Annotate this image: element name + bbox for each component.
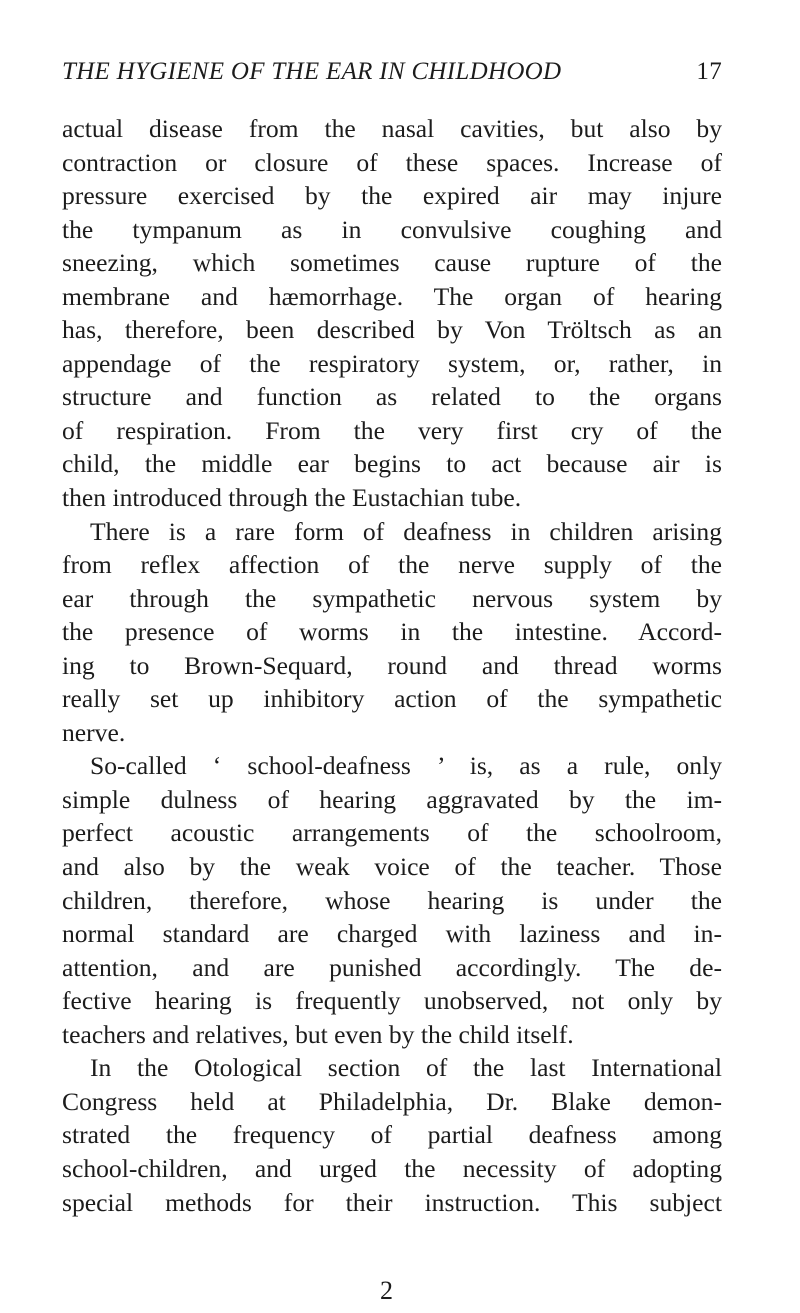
text-line: simple dulness of hearing aggravated by the im- bbox=[62, 784, 722, 814]
text-line: ear through the sympathetic nervous system by bbox=[62, 583, 722, 613]
text-line: In the Otological section of the last International bbox=[90, 1053, 722, 1083]
text-line: There is a rare form of deafness in children arising bbox=[90, 516, 722, 546]
text-line: children, therefore, whose hearing is under the bbox=[62, 885, 722, 915]
text-line: appendage of the respiratory system, or, rather, in bbox=[62, 348, 722, 378]
text-line: perfect acoustic arrangements of the schoolroom, bbox=[62, 818, 722, 848]
text-line: normal standard are charged with laziness and in- bbox=[62, 919, 722, 949]
paragraph-1 bbox=[62, 112, 722, 515]
running-title: THE HYGIENE OF THE EAR IN CHILDHOOD bbox=[62, 58, 562, 85]
signature-mark: 2 bbox=[380, 1276, 393, 1305]
body-text bbox=[62, 112, 722, 1219]
text-line: contraction or closure of these spaces. Increase of bbox=[62, 147, 722, 177]
text-line: from reflex affection of the nerve supply of the bbox=[62, 550, 722, 580]
running-head bbox=[62, 58, 722, 98]
text-line: the presence of worms in the intestine. Accord- bbox=[62, 617, 722, 647]
text-line: the tympanum as in convulsive coughing and bbox=[62, 214, 722, 244]
paragraph-3 bbox=[62, 749, 722, 1051]
text-line: child, the middle ear begins to act because air is bbox=[62, 449, 722, 479]
text-line: fective hearing is frequently unobserved, not only by bbox=[62, 986, 722, 1016]
text-line: Congress held at Philadelphia, Dr. Blake demon- bbox=[62, 1086, 722, 1116]
text-line: special methods for their instruction. This subject bbox=[62, 1187, 722, 1217]
text-line: school-children, and urged the necessity of adopting bbox=[62, 1153, 722, 1183]
text-line: pressure exercised by the expired air may injure bbox=[62, 181, 722, 211]
paragraph-2 bbox=[62, 515, 722, 750]
text-line: really set up inhibitory action of the sympathetic bbox=[62, 684, 722, 714]
text-line: structure and function as related to the organs bbox=[62, 382, 722, 412]
text-line: and also by the weak voice of the teacher. Those bbox=[62, 852, 722, 882]
text-line: attention, and are punished accordingly. The de- bbox=[62, 952, 722, 982]
text-line: teachers and relatives, but even by the child itself. bbox=[62, 1019, 574, 1049]
text-line: strated the frequency of partial deafness among bbox=[62, 1120, 722, 1150]
text-line: membrane and hæmorrhage. The organ of hearing bbox=[62, 281, 722, 311]
page-number: 17 bbox=[696, 58, 722, 85]
text-line: sneezing, which sometimes cause rupture of the bbox=[62, 248, 722, 278]
text-line: So-called ‘ school-deafness ’ is, as a rule, only bbox=[90, 751, 722, 781]
text-line: has, therefore, been described by Von Tröltsch as an bbox=[62, 315, 722, 345]
text-line: nerve. bbox=[62, 717, 126, 747]
text-line: then introduced through the Eustachian tube. bbox=[62, 483, 522, 513]
paragraph-4 bbox=[62, 1051, 722, 1219]
text-line: actual disease from the nasal cavities, but also by bbox=[62, 114, 722, 143]
text-line: of respiration. From the very first cry of the bbox=[62, 415, 722, 445]
text-line: ing to Brown-Sequard, round and thread worms bbox=[62, 650, 722, 680]
